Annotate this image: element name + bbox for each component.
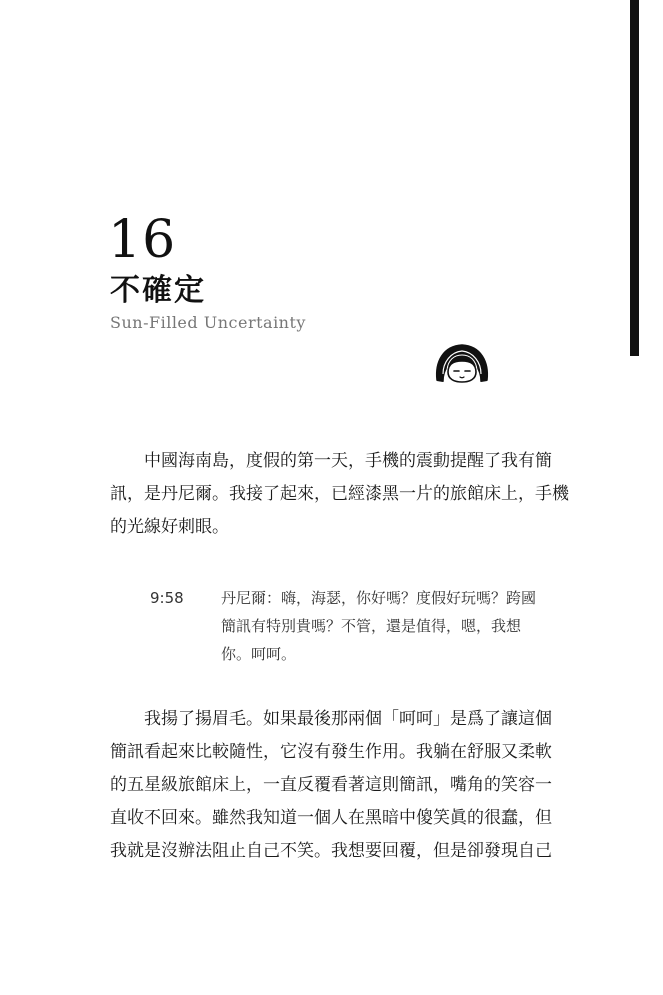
- paragraph-line: 中國海南島，度假的第一天，手機的震動提醒了我有簡: [110, 451, 552, 471]
- message-timestamp: 9:58: [150, 589, 184, 607]
- paragraph-reaction: [110, 703, 550, 868]
- message-line: 丹尼爾：嗨，海瑟，你好嗎？度假好玩嗎？跨國: [221, 589, 537, 607]
- paragraph-line: 的五星級旅館床上，一直反覆看著這則簡訊，嘴角的笑容一: [110, 775, 552, 795]
- chapter-title: 不確定: [110, 273, 206, 308]
- paragraph-line: 簡訊看起來比較隨性，它沒有發生作用。我躺在舒服又柔軟: [110, 742, 552, 762]
- message-body: [221, 584, 551, 668]
- paragraph-line: 我揚了揚眉毛。如果最後那兩個「呵呵」是爲了讓這個: [110, 709, 552, 729]
- message-line: 簡訊有特別貴嗎？不管，還是值得，嗯，我想: [221, 617, 522, 635]
- paragraph-line: 訊，是丹尼爾。我接了起來，已經漆黑一片的旅館床上，手機: [110, 484, 569, 504]
- message-line: 你。呵呵。: [221, 645, 297, 663]
- chapter-subtitle: Sun-Filled Uncertainty: [110, 313, 306, 332]
- girl-face-doodle-icon: [433, 340, 491, 384]
- paragraph-line: 我就是沒辦法阻止自己不笑。我想要回覆，但是卻發現自己: [110, 841, 552, 861]
- paragraph-line: 直收不回來。雖然我知道一個人在黑暗中傻笑眞的很蠢，但: [110, 808, 552, 828]
- paragraph-intro: [110, 445, 569, 544]
- chapter-edge-tab: [630, 0, 639, 356]
- chapter-number: 16: [108, 210, 177, 270]
- paragraph-line: 的光線好刺眼。: [110, 517, 229, 537]
